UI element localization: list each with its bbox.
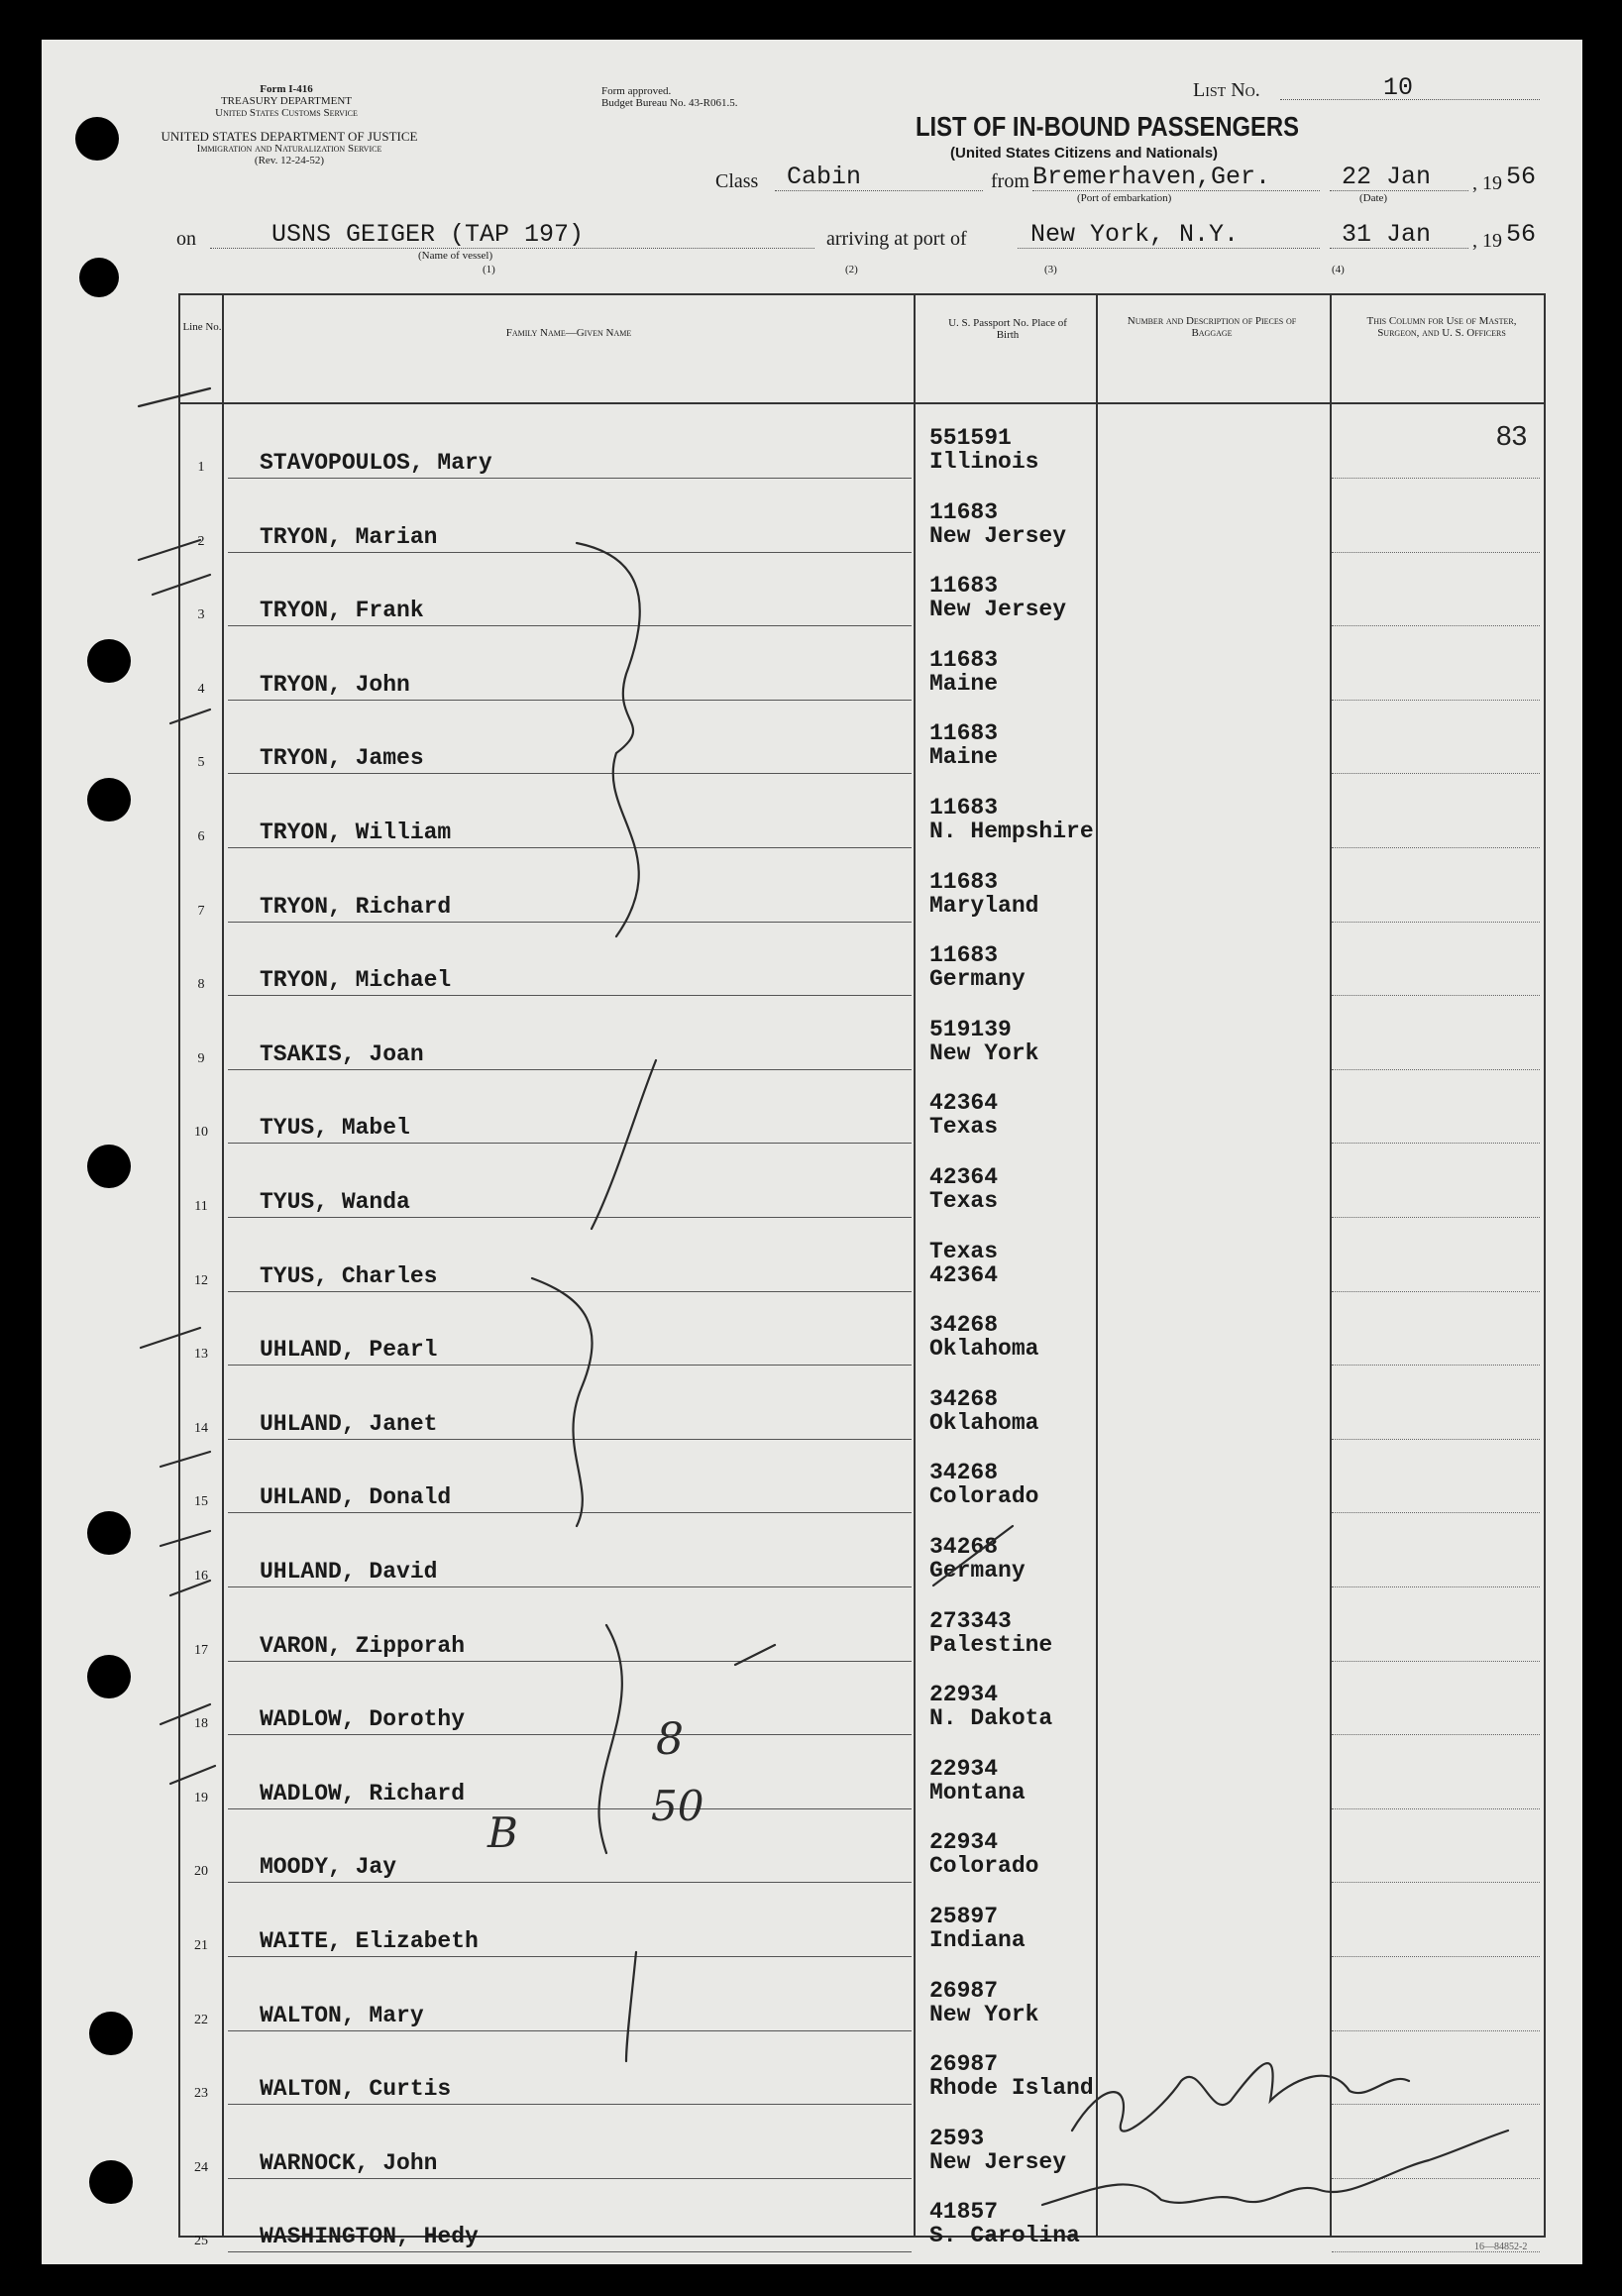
vessel-caption: (Name of vessel)	[418, 250, 493, 262]
table-row	[180, 1301, 1544, 1375]
table-row	[180, 1893, 1544, 1967]
passport-number: 22934	[929, 1755, 999, 1782]
col-number-2: (2)	[845, 264, 858, 275]
col-number-3: (3)	[1044, 264, 1057, 275]
table-row	[180, 636, 1544, 711]
line-number: 16	[194, 1569, 208, 1584]
depart-year: 56	[1506, 163, 1537, 191]
passenger-name: TYUS, Mabel	[260, 1115, 410, 1142]
document-subtitle: (United States Citizens and Nationals)	[950, 145, 1219, 162]
year-prefix: 19	[1482, 172, 1502, 194]
passport-number: 11683	[929, 573, 999, 600]
depart-date: 22 Jan	[1342, 163, 1432, 191]
customs-service: United States Customs Service	[215, 107, 358, 119]
line-number: 25	[194, 2234, 208, 2249]
passenger-name: TSAKIS, Joan	[260, 1040, 424, 1067]
passenger-name: WALTON, Curtis	[260, 2076, 452, 2103]
treasury-dept: TREASURY DEPARTMENT	[220, 95, 353, 107]
line-number: 13	[194, 1347, 208, 1363]
arriving-label: arriving at port of	[826, 228, 967, 250]
place-of-birth: S. Carolina	[929, 2223, 1080, 2249]
col-number-4: (4)	[1332, 264, 1345, 275]
table-row	[180, 931, 1544, 1006]
line-number: 18	[194, 1716, 208, 1732]
arrival-year: 56	[1506, 220, 1537, 249]
document-title: LIST OF IN-BOUND PASSENGERS	[916, 111, 1300, 142]
line-number: 21	[194, 1938, 208, 1953]
passport-number: 519139	[929, 1016, 1012, 1042]
passport-number: 2593	[929, 2125, 985, 2151]
passport-number: 22934	[929, 1829, 999, 1856]
passenger-name: WADLOW, Richard	[260, 1780, 466, 1806]
passport-number: 25897	[929, 1904, 999, 1929]
arrival-date: 31 Jan	[1342, 220, 1432, 249]
place-of-birth: New Jersey	[929, 597, 1067, 623]
place-of-birth: Texas	[929, 1114, 999, 1141]
passport-number: 11683	[929, 720, 999, 747]
header-officers: This Column for Use of Master, Surgeon, and U. S. Officers	[1366, 315, 1517, 339]
table-row	[180, 710, 1544, 784]
line-number: 10	[194, 1125, 208, 1141]
line-number: 6	[197, 829, 205, 844]
justice-block	[111, 131, 468, 166]
place-of-birth: New York	[929, 1039, 1039, 1066]
passenger-name: TRYON, Richard	[260, 893, 452, 920]
table-row	[180, 1818, 1544, 1893]
passenger-name: TRYON, William	[260, 820, 452, 845]
budget-bureau: Budget Bureau No. 43-R061.5.	[601, 97, 738, 109]
place-of-birth: N. Dakota	[929, 1705, 1053, 1732]
table-row	[180, 2188, 1544, 2262]
place-of-birth: Maine	[929, 744, 999, 771]
place-of-birth: Colorado	[929, 1853, 1039, 1880]
passenger-name: TRYON, James	[260, 745, 424, 772]
header-line-no: Line No.	[182, 321, 222, 333]
footer-code: 16—84852-2	[1474, 2241, 1528, 2252]
immigration-service: Immigration and Naturalization Service	[196, 143, 382, 155]
handwritten-b: B	[487, 1808, 518, 1857]
passport-number: 273343	[929, 1607, 1012, 1634]
table-row	[180, 784, 1544, 858]
place-of-birth: Germany	[929, 966, 1026, 993]
table-row	[180, 489, 1544, 563]
passport-number: 26987	[929, 1977, 999, 2004]
line-number: 2	[197, 533, 205, 549]
punch-hole	[87, 1655, 131, 1698]
passenger-name: TRYON, Frank	[260, 598, 424, 624]
passenger-name: UHLAND, Janet	[260, 1410, 438, 1437]
place-of-birth: Oklahoma	[929, 1409, 1039, 1436]
table-row	[180, 414, 1544, 489]
place-of-birth: Illinois	[929, 449, 1039, 475]
table-row	[180, 1228, 1544, 1302]
arrival-port: New York, N.Y.	[1030, 220, 1240, 249]
passenger-name: TRYON, Marian	[260, 523, 438, 550]
passenger-name: UHLAND, David	[260, 1559, 438, 1585]
passport-number: 41857	[929, 2199, 999, 2226]
punch-hole	[79, 258, 119, 297]
place-of-birth: New Jersey	[929, 2148, 1067, 2175]
passport-number: 34268	[929, 1385, 999, 1412]
line-number: 3	[197, 607, 205, 623]
passenger-name: TRYON, John	[260, 671, 410, 698]
place-of-birth: 42364	[929, 1261, 999, 1288]
place-of-birth: Germany	[929, 1558, 1026, 1584]
passenger-name: TRYON, Michael	[260, 967, 452, 994]
line-number: 17	[194, 1642, 208, 1658]
table-row	[180, 2115, 1544, 2189]
passenger-name: WAITE, Elizabeth	[260, 1928, 479, 1954]
class-label: Class	[715, 170, 759, 192]
embark-caption: (Port of embarkation)	[1077, 192, 1172, 204]
table-row	[180, 1671, 1544, 1745]
place-of-birth: Indiana	[929, 1927, 1026, 1953]
col-number-1: (1)	[483, 264, 495, 275]
table-row	[180, 1523, 1544, 1597]
table-row	[180, 1153, 1544, 1228]
embark-port: Bremerhaven,Ger.	[1032, 163, 1271, 191]
place-of-birth: Texas	[929, 1188, 999, 1214]
passenger-name: VARON, Zipporah	[260, 1632, 466, 1659]
passenger-name: UHLAND, Donald	[260, 1484, 452, 1511]
passport-number: 11683	[929, 942, 999, 969]
punch-hole	[87, 778, 131, 821]
list-label: List No.	[1193, 79, 1260, 101]
passport-number: 34268	[929, 1312, 999, 1339]
punch-hole	[87, 1145, 131, 1188]
punch-hole	[87, 1511, 131, 1555]
table-row	[180, 1597, 1544, 1672]
table-row	[180, 1745, 1544, 1819]
passport-number: 11683	[929, 646, 999, 673]
line-number: 24	[194, 2159, 208, 2175]
passport-number: 42364	[929, 1164, 999, 1190]
table-row	[180, 1006, 1544, 1080]
line-number: 19	[194, 1790, 208, 1805]
table-row	[180, 858, 1544, 932]
passenger-name: TYUS, Charles	[260, 1262, 438, 1289]
form-id-block	[172, 83, 400, 119]
line-number: 22	[194, 2012, 208, 2027]
place-of-birth: Rhode Island	[929, 2075, 1094, 2102]
passenger-name: UHLAND, Pearl	[260, 1337, 438, 1364]
officer-note: 83	[1496, 420, 1528, 451]
document-page: Form I-416 TREASURY DEPARTMENT United States Customs Service UNITED STATES DEPARTMENT OF JUSTICE Immigration and Naturalization Service (Rev. 12-24-52) Form approved. Budget Bureau No. 43-R061.5. List No. 10 LIST OF IN-BOUND PASSENGERS (United States Citizens and Nationals) Class Cabin from Bremerhaven,Ger. (Port of embarkation) 22 Jan (Date) , 19 56 on USNS GEIGER (TAP 197) (Name of vessel) arriving at port of New York, N.Y. 31 Jan , 19 56 (1) (2) (3) (4) Line No. Family Name—Given Name U. S. Passport No. Place of Birth Number and Description of Pieces of Baggage This Column for Use of Master, Surgeon, and U. S. Officers 1 STAVOPOULOS, Mary 551591 Illinois 2 TRYON, Marian 11683 New Jersey 3 TRYON, Frank 11683 New Jersey 4 TRYON, John 11683 Maine 5 TRYON, James 11683 Maine 6 TRYON, William 11683 N. Hempshire 7 TRYON, Richard 11683 Maryland 8 TRYON, Michael 11683 Germany 9 TSAKIS, Joan 519139 New York 10 TYUS, Mabel 42364 Texas 11 TYUS, Wanda 42364 Texas 12 TYUS, Charles Texas 42364 13 UHLAND, Pearl 34268 Oklahoma 14 UHLAND, Janet 34268 Oklahoma 15 UHLAND, Donald 34268 Colorado 16 UHLAND, David 34268 Germany 17 VARON, Zipporah 273343 Palestine 18 WADLOW, Dorothy 22934 N. Dakota 19 WADLOW, Richard 22934 Montana 20 MOODY, Jay 22934 Colorado 21 WAITE, Elizabeth 25897 Indiana 22 WALTON, Mary 26987 New York 23 WALTON, Curtis 26987 Rhode Island 24 WARNOCK, John 2593 New Jersey 25 WASHINGTON, Hedy 41857 S. Carolina 83 16—84852-2 B 8 50	[42, 40, 1582, 2264]
line-number: 9	[197, 1050, 205, 1066]
handwritten-50: 50	[651, 1782, 704, 1830]
header-name: Family Name—Given Name	[505, 327, 632, 339]
form-number: Form I-416	[260, 83, 313, 95]
class-value: Cabin	[787, 163, 862, 191]
header-passport: U. S. Passport No. Place of Birth	[948, 317, 1067, 341]
passport-number: 11683	[929, 868, 999, 895]
on-label: on	[176, 228, 196, 250]
passport-number: 26987	[929, 2051, 999, 2078]
line-number: 11	[194, 1199, 208, 1214]
place-of-birth: Montana	[929, 1779, 1026, 1805]
place-of-birth: Maryland	[929, 892, 1039, 919]
line-number: 20	[194, 1864, 208, 1880]
table-row	[180, 1449, 1544, 1523]
table-row	[180, 1967, 1544, 2041]
punch-hole	[89, 2012, 133, 2055]
passport-number: 34268	[929, 1534, 999, 1560]
passenger-name: STAVOPOULOS, Mary	[260, 450, 492, 476]
line-number: 4	[197, 681, 205, 697]
passenger-name: WALTON, Mary	[260, 2002, 424, 2028]
line-number: 12	[194, 1272, 208, 1288]
list-number: 10	[1383, 73, 1414, 102]
line-number: 23	[194, 2086, 208, 2102]
table-row	[180, 1375, 1544, 1450]
passenger-name: TYUS, Wanda	[260, 1189, 410, 1215]
place-of-birth: Palestine	[929, 1631, 1053, 1658]
place-of-birth: New Jersey	[929, 522, 1067, 549]
passport-number: 11683	[929, 498, 999, 525]
place-of-birth: Maine	[929, 670, 999, 697]
form-revision: (Rev. 12-24-52)	[254, 155, 325, 166]
passport-number: 42364	[929, 1090, 999, 1117]
line-number: 15	[194, 1494, 208, 1510]
passenger-name: WARNOCK, John	[260, 2149, 438, 2176]
passenger-name: WADLOW, Dorothy	[260, 1706, 466, 1733]
passenger-name: WASHINGTON, Hedy	[260, 2224, 479, 2250]
table-row	[180, 562, 1544, 636]
passport-number: Texas	[929, 1238, 999, 1264]
passport-number: 34268	[929, 1460, 999, 1486]
passport-number: 22934	[929, 1682, 999, 1708]
line-number: 5	[197, 755, 205, 771]
punch-hole	[87, 639, 131, 683]
place-of-birth: Colorado	[929, 1483, 1039, 1510]
line-number: 1	[197, 460, 205, 475]
table-row	[180, 2040, 1544, 2115]
passenger-name: MOODY, Jay	[260, 1854, 397, 1881]
place-of-birth: N. Hempshire	[929, 819, 1094, 844]
passport-number: 551591	[929, 425, 1012, 451]
budget-block	[601, 85, 737, 109]
from-label: from	[991, 170, 1029, 192]
line-number: 7	[197, 903, 205, 919]
line-number: 8	[197, 977, 205, 993]
passport-number: 11683	[929, 795, 999, 820]
date-caption: (Date)	[1359, 192, 1388, 204]
form-approved: Form approved.	[601, 85, 672, 97]
line-number: 14	[194, 1420, 208, 1436]
table-row	[180, 1079, 1544, 1153]
header-baggage: Number and Description of Pieces of Baggage	[1127, 315, 1297, 339]
arrival-year-prefix: 19	[1482, 230, 1502, 252]
punch-hole	[89, 2160, 133, 2204]
vessel-name: USNS GEIGER (TAP 197)	[271, 220, 585, 249]
handwritten-8: 8	[656, 1714, 684, 1765]
justice-dept: UNITED STATES DEPARTMENT OF JUSTICE	[161, 129, 418, 144]
place-of-birth: New York	[929, 2001, 1039, 2027]
place-of-birth: Oklahoma	[929, 1336, 1039, 1363]
